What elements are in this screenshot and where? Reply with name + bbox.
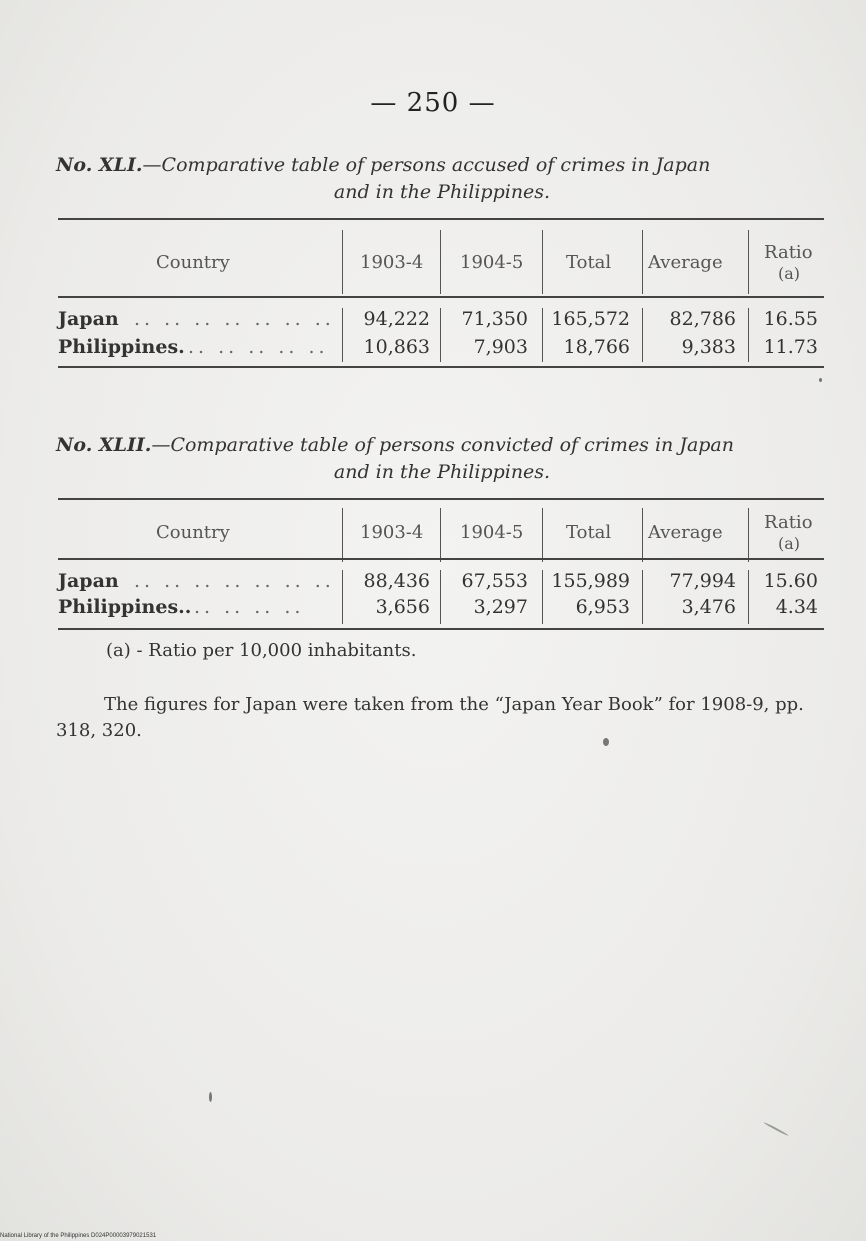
header-ratio: Ratio (764, 512, 813, 533)
cell-total: 155,989 (551, 570, 630, 592)
header-country: Country (156, 522, 230, 543)
cell-ratio: 16.55 (763, 308, 818, 330)
cell-ratio: 15.60 (763, 570, 818, 592)
header-average: Average (648, 522, 723, 543)
column-divider (748, 508, 749, 562)
cell-average: 82,786 (669, 308, 736, 330)
scan-speck (603, 738, 609, 746)
table-caption-accused (56, 152, 828, 206)
caption-text-line1: —Comparative table of persons convicted of crimes in Japan (151, 434, 734, 456)
header-ratio-note: (a) (778, 264, 801, 283)
table-header-rule (58, 558, 824, 560)
column-divider (642, 230, 643, 294)
caption-text-line2: and in the Philippines. (333, 181, 551, 203)
column-divider (542, 508, 543, 562)
caption-text-line2: and in the Philippines. (333, 461, 551, 483)
row-leader-dots: .. .. .. .. .. (188, 336, 329, 358)
cell-ratio: 11.73 (763, 336, 818, 358)
header-1903-4: 1903-4 (360, 522, 424, 543)
cell-average: 9,383 (681, 336, 736, 358)
cell-1903-4: 10,863 (363, 336, 430, 358)
cell-ratio: 4.34 (775, 596, 818, 618)
scan-speck (763, 1122, 789, 1137)
cell-average: 77,994 (669, 570, 736, 592)
row-country: Philippines. (58, 336, 185, 358)
table-bottom-rule (58, 628, 824, 630)
table-caption-convicted (56, 432, 828, 486)
caption-label: No. XLI. (56, 154, 143, 176)
column-divider (342, 508, 343, 562)
column-divider (748, 230, 749, 294)
row-country: Japan (58, 308, 119, 330)
row-country: Japan (58, 570, 119, 592)
column-divider (440, 508, 441, 562)
page-number: — 250 — (370, 88, 496, 118)
cell-1904-5: 3,297 (473, 596, 528, 618)
table-row-philippines (58, 596, 824, 622)
row-country: Philippines.. (58, 596, 192, 618)
row-leader-dots: .. .. .. .. (194, 596, 305, 618)
cell-total: 165,572 (551, 308, 630, 330)
cell-1903-4: 88,436 (363, 570, 430, 592)
cell-1903-4: 94,222 (363, 308, 430, 330)
table-top-rule (58, 218, 824, 220)
caption-text-line1: —Comparative table of persons accused of crimes in Japan (142, 154, 711, 176)
column-divider (542, 230, 543, 294)
scan-speck (209, 1092, 212, 1102)
header-total: Total (566, 522, 612, 543)
library-credit: National Library of the Philippines D024P00003979021531 (0, 1233, 157, 1239)
table-row-philippines (58, 336, 824, 362)
caption-label: No. XLII. (56, 434, 152, 456)
cell-1904-5: 67,553 (461, 570, 528, 592)
footnote: (a) - Ratio per 10,000 inhabitants. (106, 640, 417, 661)
cell-total: 6,953 (575, 596, 630, 618)
header-country: Country (156, 252, 230, 273)
table-row-japan (58, 570, 824, 596)
header-1904-5: 1904-5 (460, 252, 524, 273)
column-divider (342, 230, 343, 294)
table-header-row (58, 504, 824, 566)
table-header-row (58, 226, 824, 298)
cell-total: 18,766 (563, 336, 630, 358)
table-header-rule (58, 296, 824, 298)
header-1903-4: 1903-4 (360, 252, 424, 273)
header-average: Average (648, 252, 723, 273)
column-divider (440, 230, 441, 294)
column-divider (642, 508, 643, 562)
scan-speck (819, 378, 822, 382)
header-ratio: Ratio (764, 242, 813, 263)
table-top-rule (58, 498, 824, 500)
cell-1904-5: 71,350 (461, 308, 528, 330)
cell-1904-5: 7,903 (473, 336, 528, 358)
row-leader-dots: .. .. .. .. .. .. .. (134, 570, 335, 592)
table-row-japan (58, 308, 824, 334)
header-ratio-note: (a) (778, 534, 801, 553)
cell-1903-4: 3,656 (375, 596, 430, 618)
cell-average: 3,476 (681, 596, 736, 618)
source-note: The figures for Japan were taken from the “Japan Year Book” for 1908-9, pp. 318, 320. (56, 694, 804, 741)
table-bottom-rule (58, 366, 824, 368)
header-total: Total (566, 252, 612, 273)
header-1904-5: 1904-5 (460, 522, 524, 543)
row-leader-dots: .. .. .. .. .. .. .. (134, 308, 335, 330)
